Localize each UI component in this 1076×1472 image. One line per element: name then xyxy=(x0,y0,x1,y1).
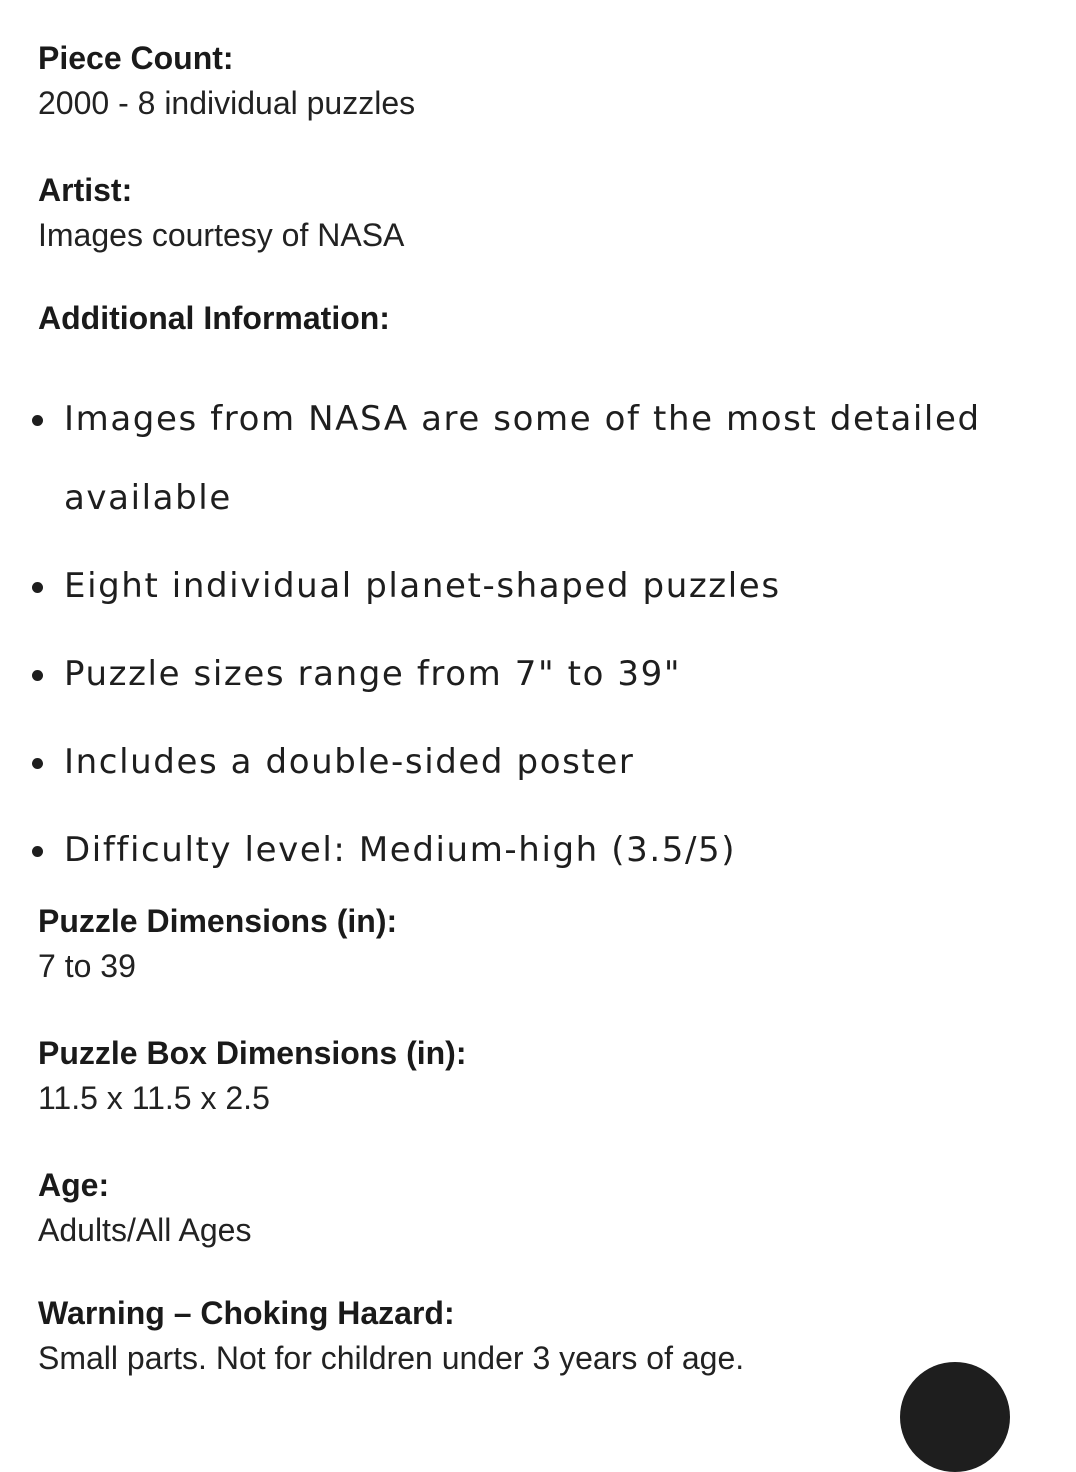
feature-list xyxy=(38,380,1038,899)
bullet-icon xyxy=(32,415,43,426)
age-section xyxy=(38,1165,251,1250)
additional-info-label: Additional Information: xyxy=(38,300,390,336)
bullet-icon xyxy=(32,582,43,593)
bullet-icon xyxy=(32,758,43,769)
artist-value: Images courtesy of NASA xyxy=(38,217,405,253)
bullet-icon xyxy=(32,670,43,681)
warning-section xyxy=(38,1293,1038,1378)
feature-text: Puzzle sizes range from 7" to 39" xyxy=(64,654,682,694)
box-dimensions-label: Puzzle Box Dimensions (in): xyxy=(38,1035,467,1071)
bullet-icon xyxy=(32,846,43,857)
feature-text: Eight individual planet-shaped puzzles xyxy=(64,566,781,606)
feature-text: Includes a double-sided poster xyxy=(64,742,635,782)
feature-item xyxy=(38,380,1038,538)
feature-text: Images from NASA are some of the most detailed available xyxy=(64,399,981,518)
puzzle-dimensions-section xyxy=(38,901,397,986)
floating-action-button[interactable] xyxy=(900,1362,1010,1472)
box-dimensions-section xyxy=(38,1033,466,1118)
warning-value: Small parts. Not for children under 3 years of age. xyxy=(38,1340,745,1376)
puzzle-dimensions-label: Puzzle Dimensions (in): xyxy=(38,903,398,939)
feature-item xyxy=(38,811,1038,890)
feature-text: Difficulty level: Medium-high (3.5/5) xyxy=(64,830,737,870)
feature-item xyxy=(38,723,1038,802)
puzzle-dimensions-value: 7 to 39 xyxy=(38,948,136,984)
additional-info-section xyxy=(38,298,390,338)
piece-count-label: Piece Count: xyxy=(38,40,234,76)
feature-item xyxy=(38,635,1038,714)
piece-count-section xyxy=(38,38,415,123)
artist-section xyxy=(38,170,404,255)
box-dimensions-value: 11.5 x 11.5 x 2.5 xyxy=(38,1080,270,1116)
piece-count-value: 2000 - 8 individual puzzles xyxy=(38,85,416,121)
feature-item xyxy=(38,547,1038,626)
warning-label: Warning – Choking Hazard: xyxy=(38,1295,455,1331)
age-label: Age: xyxy=(38,1167,110,1203)
age-value: Adults/All Ages xyxy=(38,1212,252,1248)
artist-label: Artist: xyxy=(38,172,133,208)
